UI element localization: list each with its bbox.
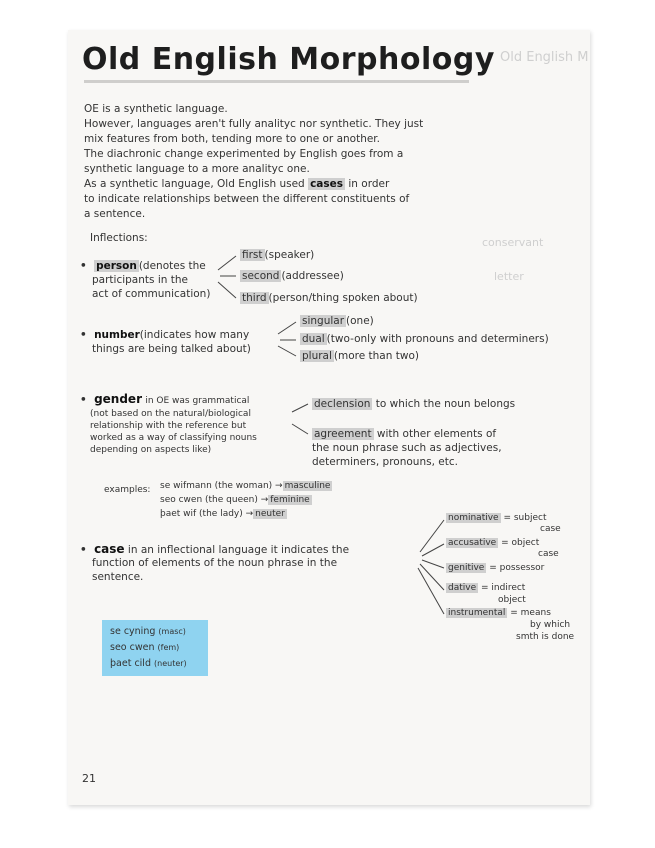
gender-desc: depending on aspects like) — [90, 445, 212, 455]
box-word: se cyning — [110, 626, 156, 637]
declension-rest: to which the noun belongs — [375, 398, 516, 410]
case-key: nominative — [448, 513, 499, 523]
box-row — [110, 624, 200, 640]
case-rest: smth is done — [516, 632, 575, 642]
intro-line: to indicate relationships between the different constituents of — [84, 193, 410, 205]
case-rest: by which — [530, 620, 571, 630]
agreement-rest: with other elements of — [376, 428, 497, 440]
page-title: Old English Morphology — [82, 42, 495, 77]
example-gender: neuter — [255, 509, 285, 519]
ghost-title: Old English M — [500, 50, 589, 65]
case-rest: = object — [501, 538, 540, 548]
gender-desc: in OE was grammatical — [145, 396, 250, 406]
box-gender: (neuter) — [154, 659, 187, 668]
inflections-label: Inflections: — [90, 232, 148, 244]
number-rest: (one) — [346, 315, 374, 327]
example-oe: se wifmann (the woman) → — [160, 481, 283, 491]
person-key: second — [242, 270, 280, 282]
gender-declension — [312, 397, 515, 411]
cases-highlight: cases — [310, 178, 344, 190]
intro-line: However, languages aren't fully analityc nor synthetic. They just — [84, 118, 424, 130]
gender-desc: worked as a way of classifying nouns — [90, 433, 257, 443]
case-term: case — [94, 542, 125, 556]
case-heading — [80, 542, 349, 557]
case-rest: = indirect — [481, 583, 526, 593]
example-note-box — [102, 620, 208, 676]
example-oe: seo cwen (the queen) → — [160, 495, 269, 505]
case-key: genitive — [448, 563, 485, 573]
agreement-key: agreement — [314, 428, 372, 440]
person-rest: (addressee) — [281, 270, 344, 282]
case-rest: = means — [510, 608, 551, 618]
case-nominative — [446, 512, 547, 524]
number-singular — [300, 314, 374, 328]
case-rest: object — [498, 595, 526, 605]
number-key: singular — [302, 315, 345, 327]
case-rest: case — [538, 549, 559, 559]
case-instrumental — [446, 607, 551, 619]
case-key: dative — [448, 583, 477, 593]
number-key: plural — [302, 350, 332, 362]
person-key: first — [242, 249, 263, 261]
example-gender: feminine — [270, 495, 310, 505]
example-oe: þaet wif (the lady) → — [160, 509, 254, 519]
person-rest: (person/thing spoken about) — [268, 292, 418, 304]
example-row — [160, 494, 312, 506]
declension-key: declension — [314, 398, 371, 410]
case-desc: function of elements of the noun phrase in the — [92, 557, 338, 569]
person-desc: participants in the — [92, 274, 188, 286]
page-number: 21 — [82, 772, 96, 785]
case-key: instrumental — [448, 608, 506, 618]
person-heading — [80, 259, 206, 273]
intro-text: in order — [348, 178, 390, 190]
case-genitive — [446, 562, 544, 574]
ghost-word: letter — [494, 270, 524, 283]
person-second — [240, 269, 344, 283]
agreement-rest: the noun phrase such as adjectives, — [312, 442, 502, 454]
case-accusative — [446, 537, 539, 549]
case-rest: case — [540, 524, 561, 534]
case-dative — [446, 582, 525, 594]
number-desc: (indicates how many — [139, 329, 250, 341]
number-rest: (more than two) — [333, 350, 419, 362]
number-rest: (two-only with pronouns and determiners) — [326, 333, 549, 345]
intro-line: a sentence. — [84, 208, 146, 220]
ghost-word: conservant — [482, 236, 544, 249]
case-rest: = possessor — [489, 563, 545, 573]
title-underline — [84, 80, 469, 83]
gender-heading — [80, 392, 249, 407]
case-key: accusative — [448, 538, 497, 548]
person-rest: (speaker) — [264, 249, 315, 261]
case-rest: = subject — [503, 513, 547, 523]
example-gender: masculine — [284, 481, 331, 491]
number-desc: things are being talked about) — [92, 343, 251, 355]
intro-text: As a synthetic language, Old English used — [84, 178, 305, 190]
box-row — [110, 656, 200, 672]
person-term: person — [96, 260, 137, 272]
agreement-rest: determiners, pronouns, etc. — [312, 456, 458, 468]
box-word: seo cwen — [110, 642, 155, 653]
case-desc: in an inflectional language it indicates the — [127, 544, 350, 556]
gender-desc: relationship with the reference but — [90, 421, 247, 431]
example-row — [160, 480, 332, 492]
gender-term: gender — [94, 392, 142, 406]
number-term: number — [94, 329, 140, 341]
number-plural — [300, 349, 419, 363]
gender-agreement — [312, 427, 496, 441]
gender-desc: (not based on the natural/biological — [90, 409, 251, 419]
intro-line: synthetic language to a more analityc one. — [84, 163, 310, 175]
case-desc: sentence. — [92, 571, 144, 583]
number-heading — [80, 328, 249, 342]
intro-line: mix features from both, tending more to one or another. — [84, 133, 380, 145]
intro-line: OE is a synthetic language. — [84, 103, 228, 115]
number-dual — [300, 332, 549, 346]
box-gender: (masc) — [158, 627, 186, 636]
box-word: þaet cild — [110, 658, 151, 669]
number-key: dual — [302, 333, 325, 345]
intro-line: The diachronic change experimented by English goes from a — [84, 148, 404, 160]
example-row — [160, 508, 287, 520]
examples-label: examples: — [104, 485, 151, 495]
person-desc: act of communication) — [92, 288, 211, 300]
person-desc: (denotes the — [138, 260, 206, 272]
box-row — [110, 640, 200, 656]
box-gender: (fem) — [157, 643, 180, 652]
person-third — [240, 291, 418, 305]
intro-line — [84, 177, 389, 191]
person-key: third — [242, 292, 267, 304]
person-first — [240, 248, 314, 262]
